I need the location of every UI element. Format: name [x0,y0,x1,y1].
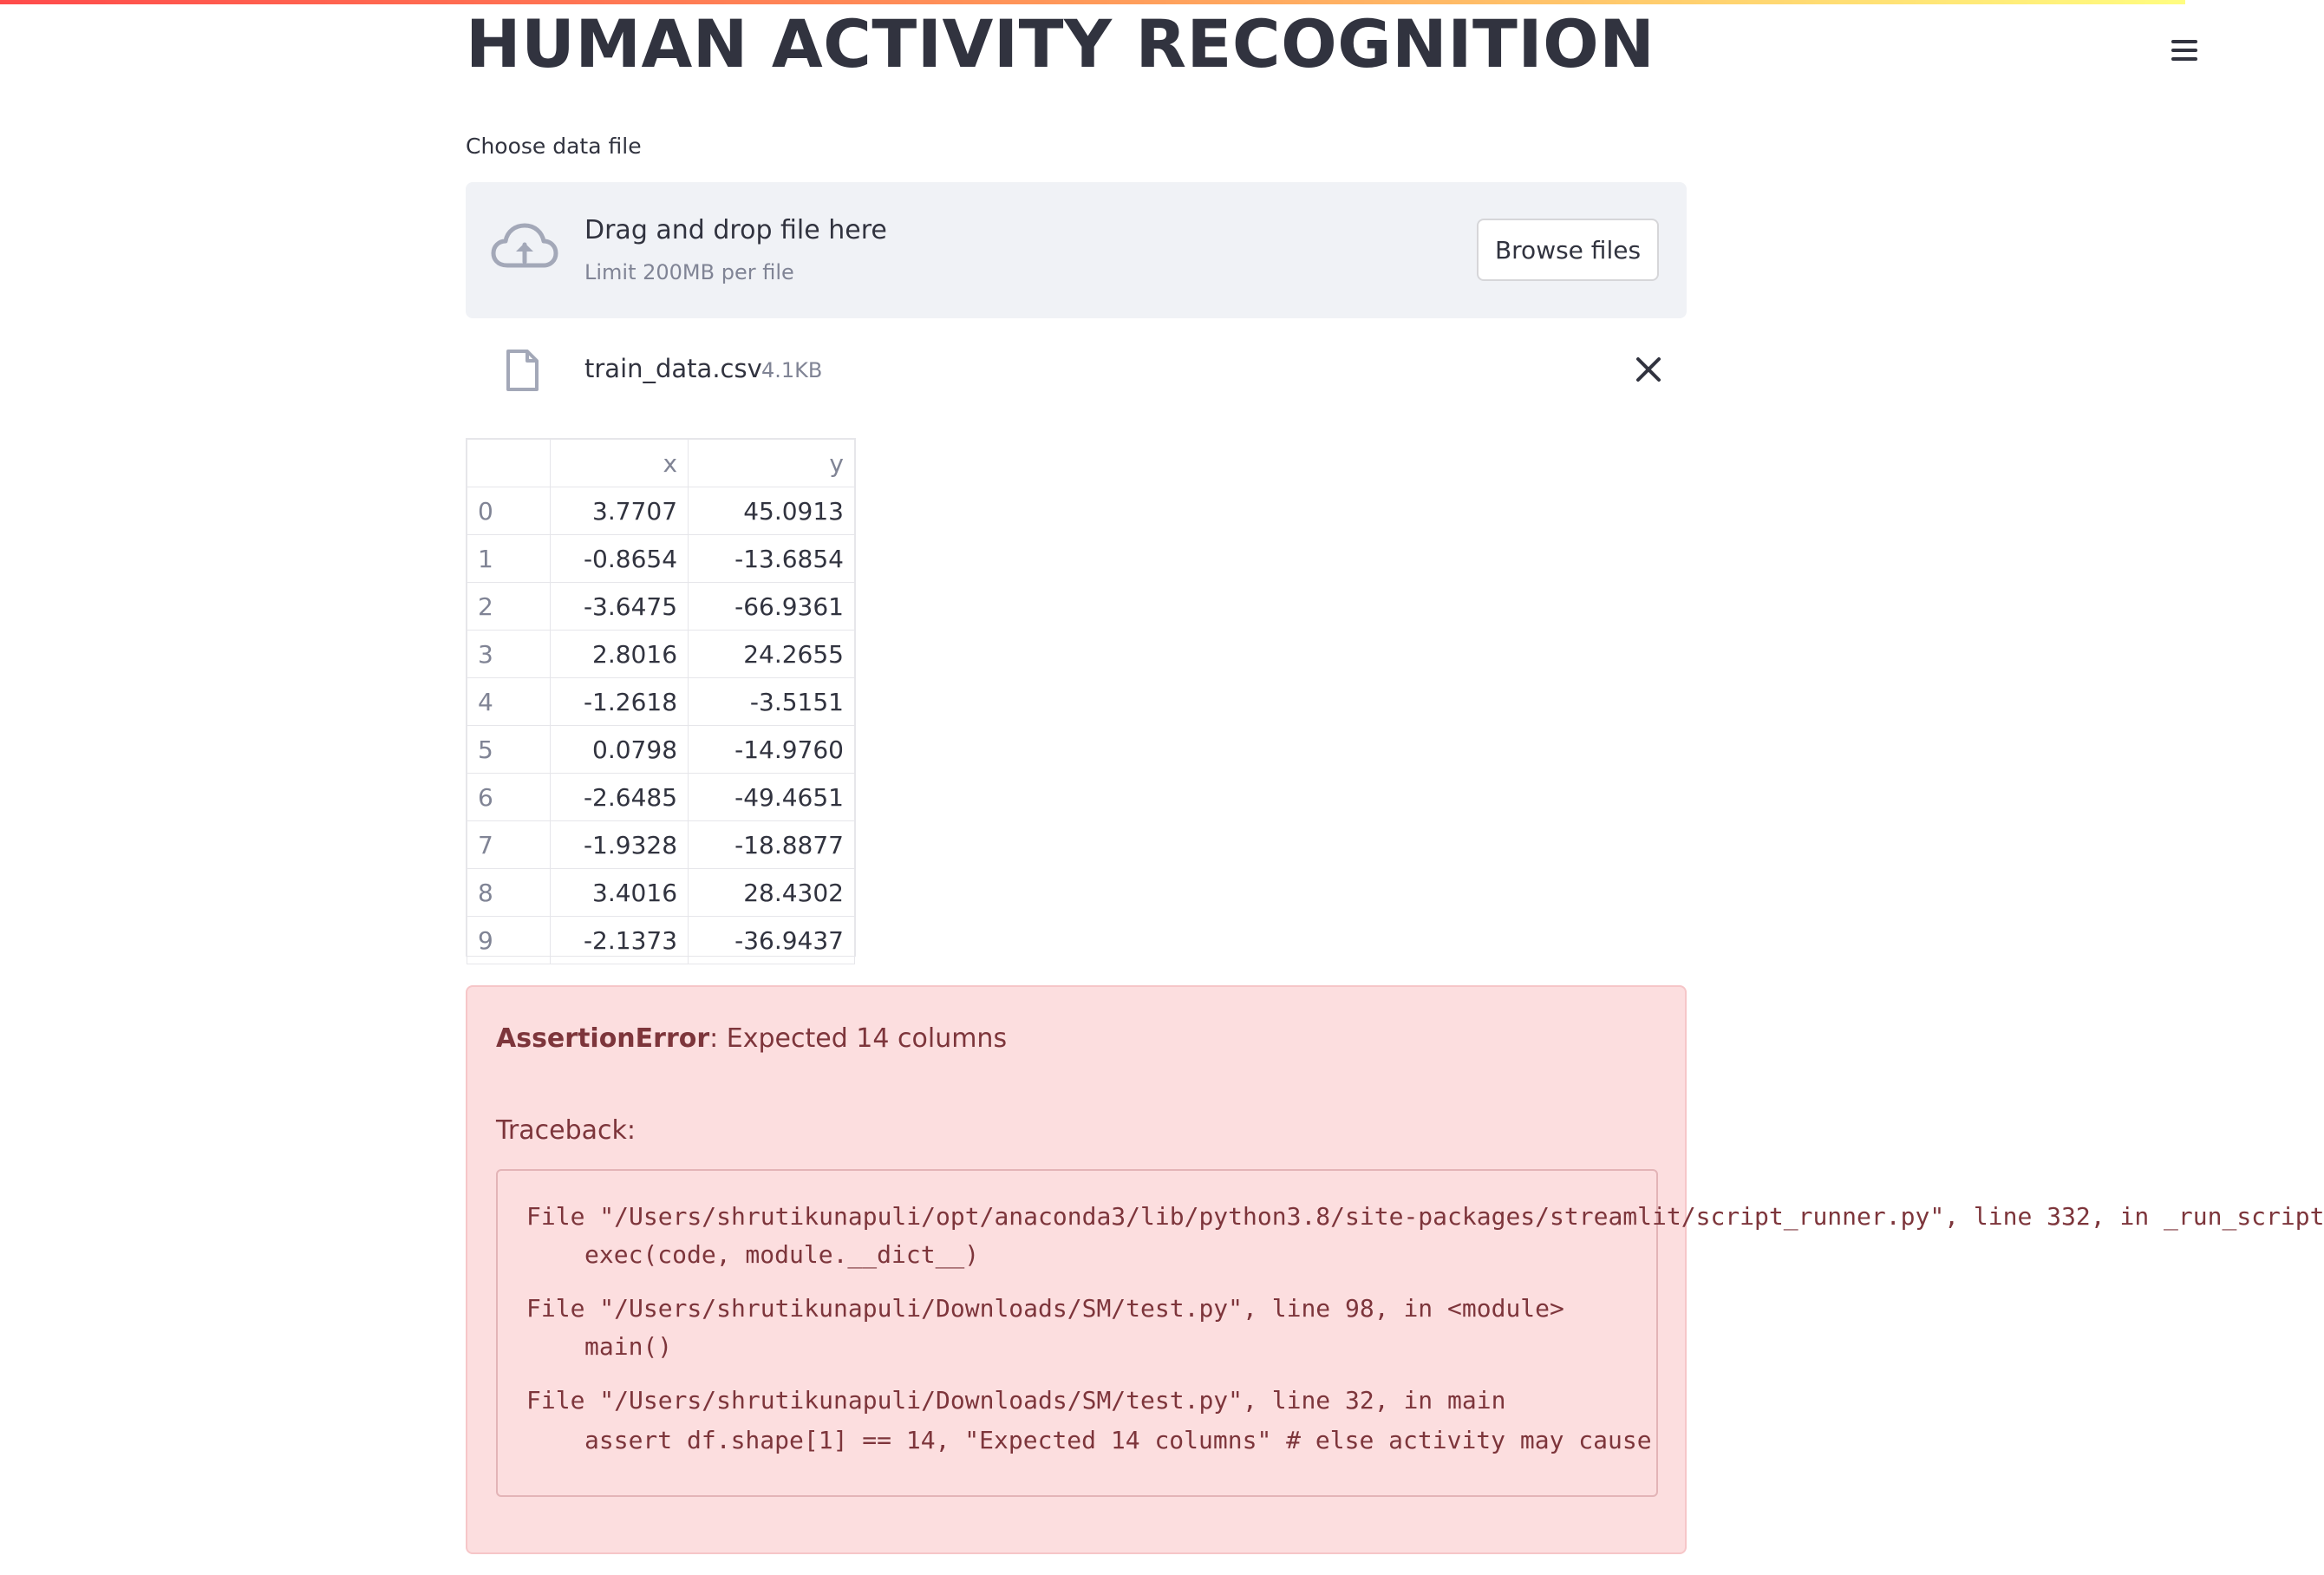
menu-icon[interactable] [2168,38,2185,64]
error-header [496,1023,1007,1054]
dropzone-limit: Limit 200MB per file [584,260,794,284]
cell-y: 24.2655 [689,631,855,678]
cloud-upload-icon [492,220,558,276]
row-index: 3 [467,631,551,678]
cell-y: -18.8877 [689,821,855,869]
table-header-x: x [550,440,688,487]
table-header-row [467,440,855,487]
file-size: 4.1KB [761,358,823,382]
table-header-index [467,440,551,487]
close-icon[interactable] [1629,350,1668,389]
table-row [467,631,855,678]
traceback-line: main() [584,1332,673,1361]
row-index: 5 [467,726,551,774]
traceback-label: Traceback: [496,1115,636,1146]
row-index: 2 [467,583,551,631]
traceback-line: File "/Users/shrutikunapuli/Downloads/SM/test.py", line 32, in main [526,1386,1506,1415]
row-index: 4 [467,678,551,726]
cell-x: -3.6475 [550,583,688,631]
traceback-line: File "/Users/shrutikunapuli/Downloads/SM/test.py", line 98, in <module> [526,1294,1564,1323]
row-index: 7 [467,821,551,869]
cell-y: -14.9760 [689,726,855,774]
top-decoration-bar [0,0,2185,4]
file-name: train_data.csv [584,354,762,383]
cell-y: 45.0913 [689,487,855,535]
row-index: 6 [467,774,551,821]
cell-x: 3.7707 [550,487,688,535]
cell-y: -66.9361 [689,583,855,631]
cell-x: 0.0798 [550,726,688,774]
table-row [467,678,855,726]
traceback-line: exec(code, module.__dict__) [584,1240,980,1269]
traceback-line: assert df.shape[1] == 14, "Expected 14 columns" # else activity may cause [584,1426,1652,1454]
page-title: HUMAN ACTIVITY RECOGNITION [466,5,1655,82]
table-row [467,869,855,917]
error-message: : Expected 14 columns [709,1023,1008,1054]
table-row [467,726,855,774]
file-icon [505,349,539,392]
cell-y: -13.6854 [689,535,855,583]
uploaded-file-row [466,338,1687,401]
cell-x: -2.1373 [550,917,688,964]
row-index: 0 [467,487,551,535]
uploader-label: Choose data file [466,134,642,159]
browse-files-button[interactable]: Browse files [1477,219,1659,281]
table-row [467,821,855,869]
table-header-y: y [689,440,855,487]
error-type: AssertionError [496,1023,710,1054]
error-box [466,985,2324,1554]
traceback-line: File "/Users/shrutikunapuli/opt/anaconda3/lib/python3.8/site-packages/streamlit/script_runner.py", line 332, in _run_script [526,1202,2324,1231]
row-index: 9 [467,917,551,964]
dropzone-title: Drag and drop file here [584,215,887,245]
cell-x: 2.8016 [550,631,688,678]
table-row [467,917,855,964]
table-row [467,774,855,821]
cell-y: -3.5151 [689,678,855,726]
traceback-box[interactable] [496,1169,2324,1497]
cell-y: 28.4302 [689,869,855,917]
cell-x: -2.6485 [550,774,688,821]
table-row [467,487,855,535]
cell-x: -1.2618 [550,678,688,726]
row-index: 8 [467,869,551,917]
cell-y: -36.9437 [689,917,855,964]
table-row [467,583,855,631]
cell-x: -1.9328 [550,821,688,869]
file-dropzone[interactable] [466,182,1687,318]
cell-y: -49.4651 [689,774,855,821]
table-row [467,535,855,583]
row-index: 1 [467,535,551,583]
dataframe-table[interactable] [466,438,856,957]
cell-x: 3.4016 [550,869,688,917]
cell-x: -0.8654 [550,535,688,583]
